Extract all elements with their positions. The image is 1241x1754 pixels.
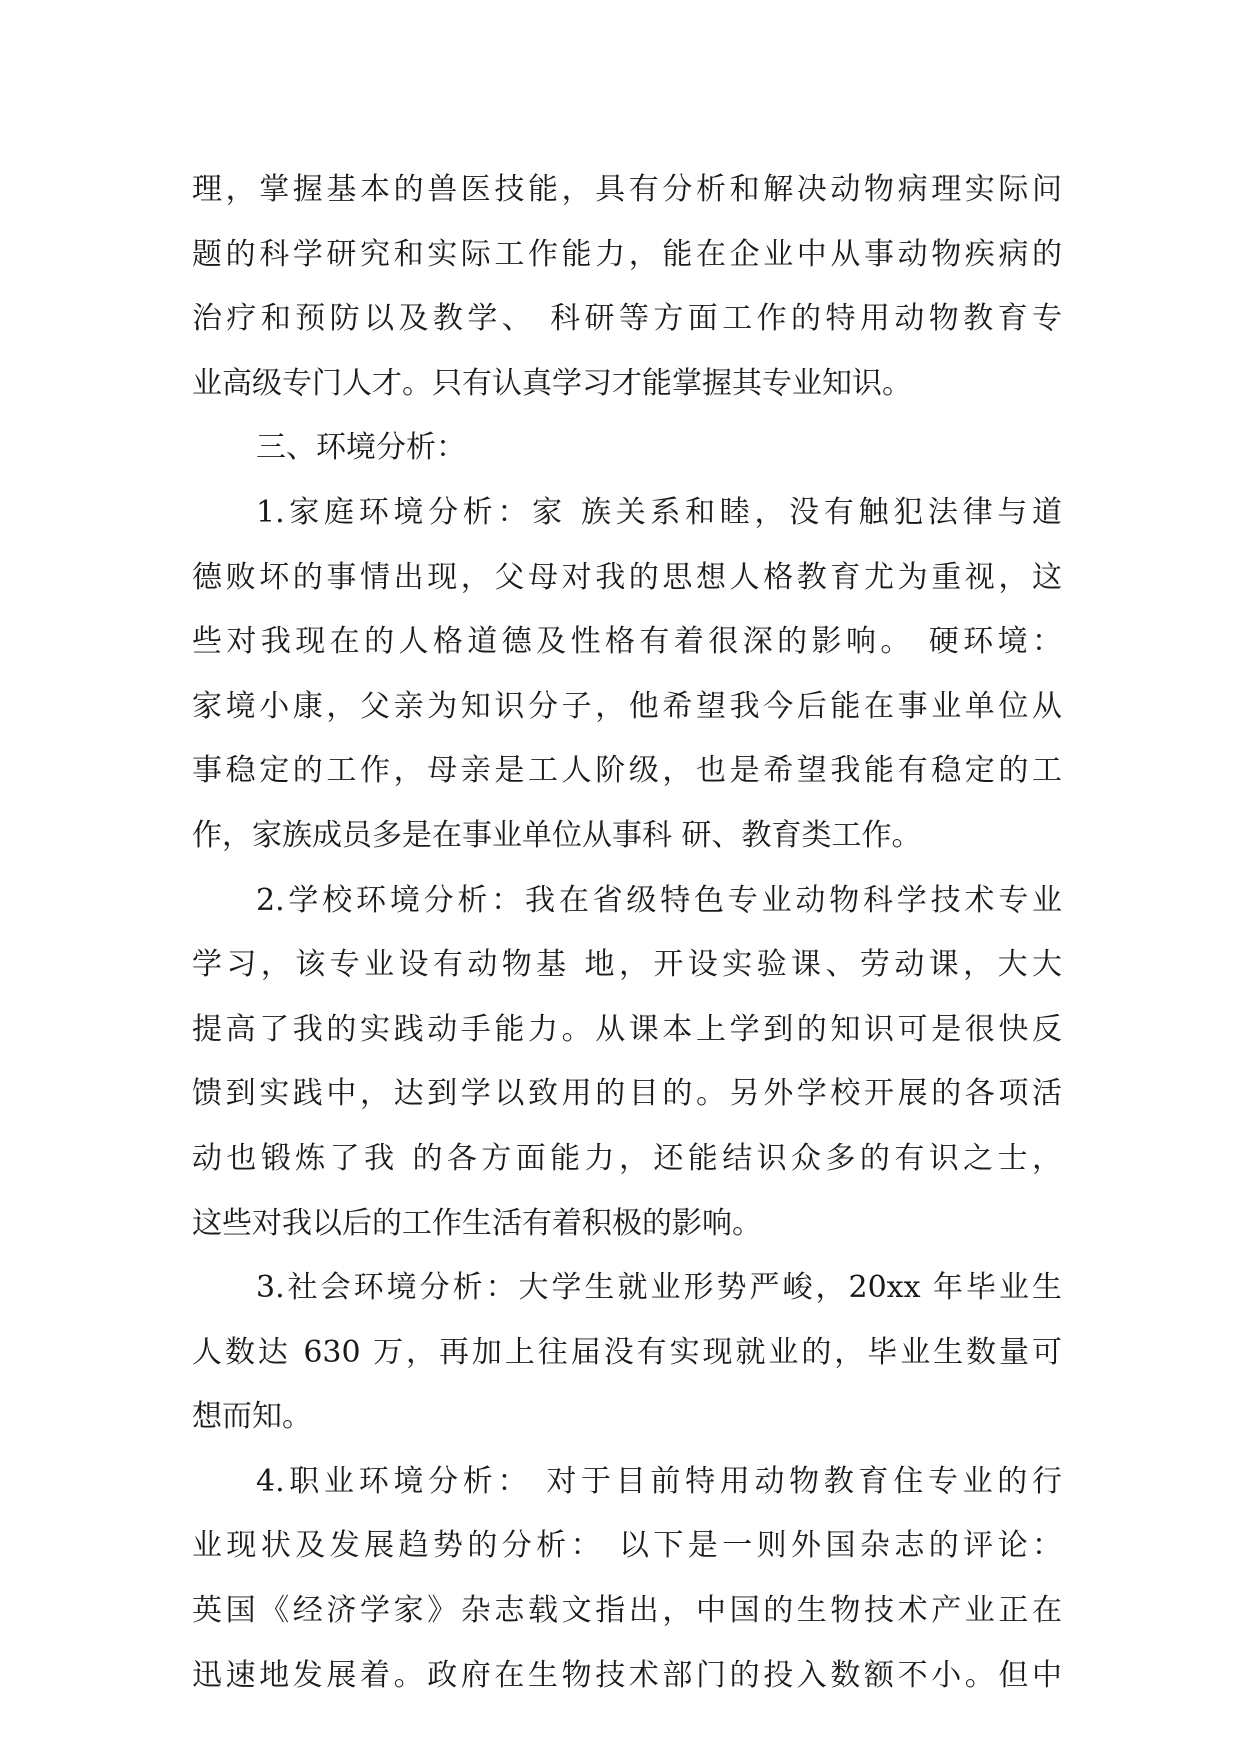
text-line: 动也锻炼了我 的各方面能力，还能结识众多的有识之士， bbox=[192, 1140, 1062, 1176]
text-line: 业现状及发展趋势的分析： 以下是一则外国杂志的评论： bbox=[192, 1528, 1062, 1564]
text-line: 治疗和预防以及教学、 科研等方面工作的特用动物教育专 bbox=[192, 301, 1062, 337]
text-line: 事稳定的工作，母亲是工人阶级，也是希望我能有稳定的工 bbox=[192, 753, 1062, 789]
text-line: 英国《经济学家》杂志载文指出，中国的生物技术产业正在 bbox=[192, 1593, 1062, 1629]
text-line: 题的科学研究和实际工作能力，能在企业中从事动物疾病的 bbox=[192, 236, 1062, 272]
text-line: 些对我现在的人格道德及性格有着很深的影响。 硬环境： bbox=[192, 624, 1062, 660]
text-line: 2.学校环境分析：我在省级特色专业动物科学技术专业 bbox=[256, 882, 1062, 918]
text-line: 家境小康，父亲为知识分子，他希望我今后能在事业单位从 bbox=[192, 688, 1062, 724]
text-line: 提高了我的实践动手能力。从课本上学到的知识可是很快反 bbox=[192, 1011, 1062, 1047]
text-line: 作，家族成员多是在事业单位从事科 研、教育类工作。 bbox=[192, 817, 922, 853]
text-line: 想而知。 bbox=[192, 1399, 312, 1435]
text-line: 馈到实践中，达到学以致用的目的。另外学校开展的各项活 bbox=[192, 1076, 1062, 1112]
text-line: 学习，该专业设有动物基 地，开设实验课、劳动课，大大 bbox=[192, 947, 1062, 983]
document-body bbox=[192, 158, 1062, 1708]
text-line: 三、环境分析： bbox=[256, 430, 466, 466]
text-line: 人数达 630 万，再加上往届没有实现就业的，毕业生数量可 bbox=[192, 1334, 1062, 1370]
text-line: 这些对我以后的工作生活有着积极的影响。 bbox=[192, 1205, 762, 1241]
text-line: 业高级专门人才。只有认真学习才能掌握其专业知识。 bbox=[192, 365, 912, 401]
text-line: 4.职业环境分析： 对于目前特用动物教育住专业的行 bbox=[256, 1463, 1062, 1499]
text-line: 迅速地发展着。政府在生物技术部门的投入数额不小。但中 bbox=[192, 1657, 1062, 1693]
text-line: 3.社会环境分析：大学生就业形势严峻，20xx 年毕业生 bbox=[256, 1270, 1062, 1306]
text-line: 德败坏的事情出现，父母对我的思想人格教育尤为重视，这 bbox=[192, 559, 1062, 595]
text-line: 理，掌握基本的兽医技能，具有分析和解决动物病理实际问 bbox=[192, 172, 1062, 207]
text-line: 1.家庭环境分析：家 族关系和睦，没有触犯法律与道 bbox=[256, 494, 1062, 530]
